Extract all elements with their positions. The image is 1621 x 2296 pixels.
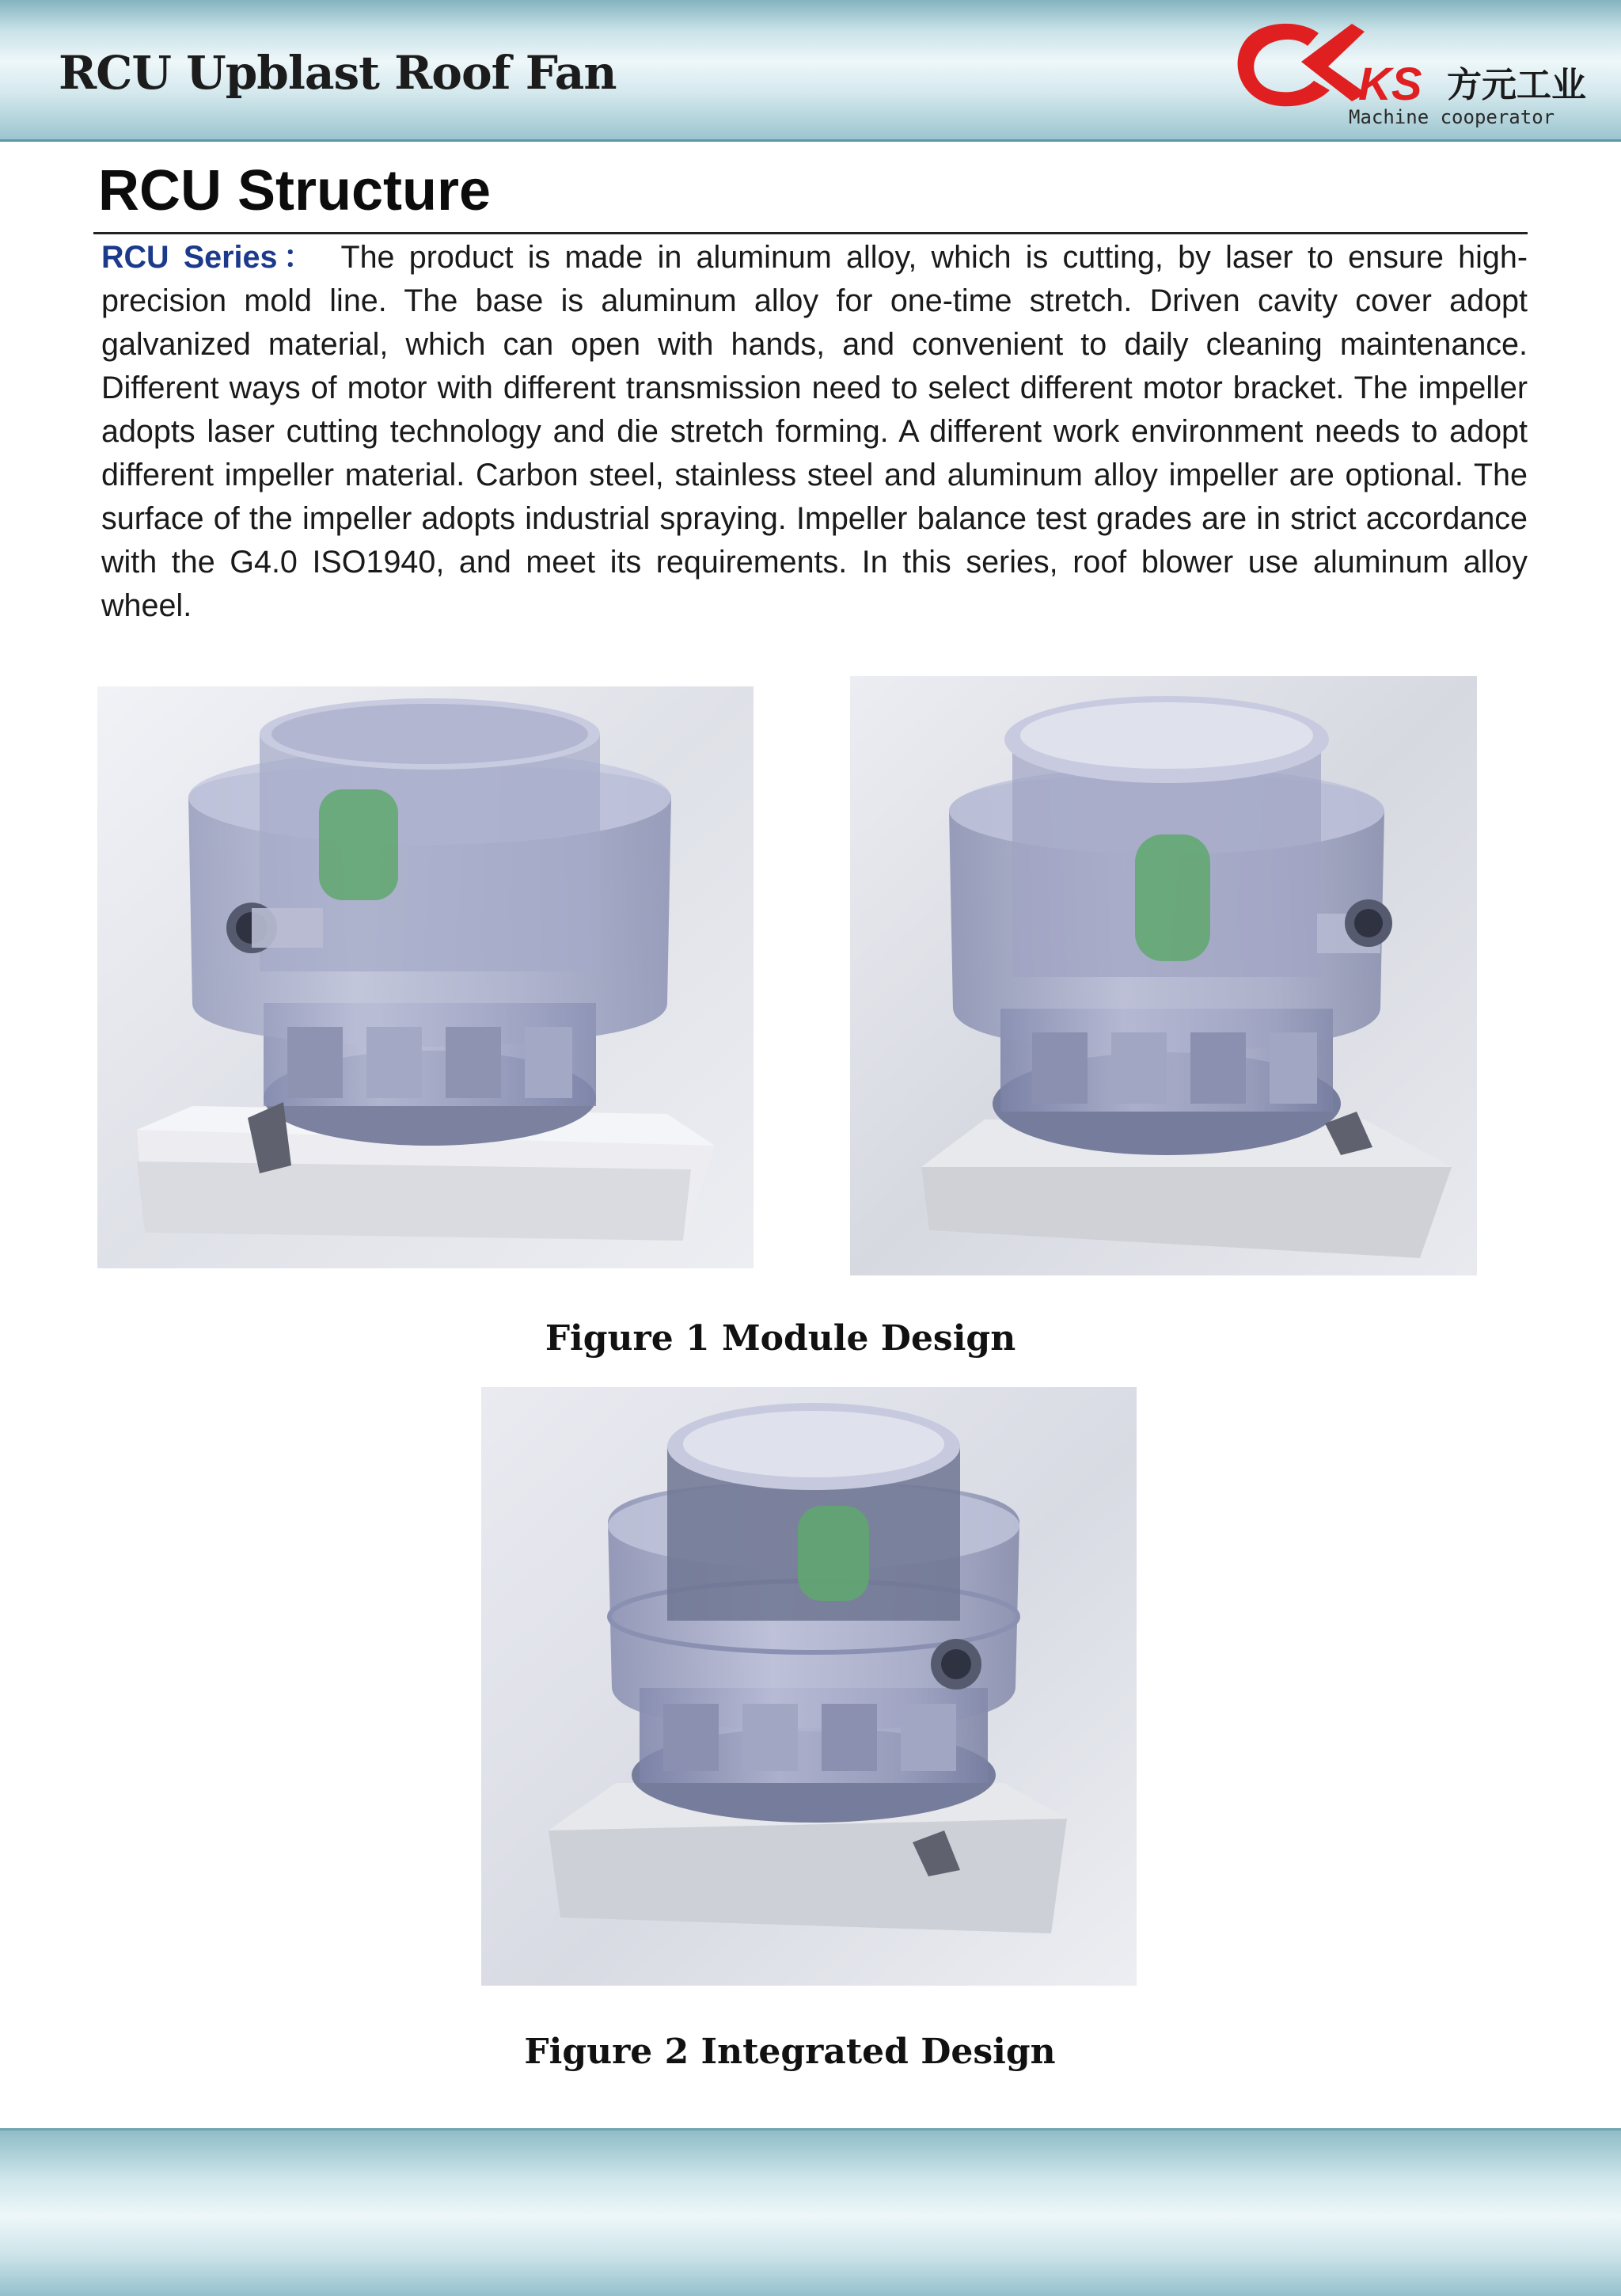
fan-render-integrated	[481, 1387, 1137, 1986]
section-divider	[93, 232, 1528, 234]
svg-text:方元工业: 方元工业	[1447, 65, 1586, 105]
header-band	[0, 0, 1621, 142]
svg-text:KS: KS	[1358, 59, 1422, 110]
series-label: RCU Series：	[101, 240, 321, 275]
document-title: RCU Upblast Roof Fan	[59, 46, 617, 100]
fan-render-module-right	[850, 676, 1477, 1275]
series-description	[101, 236, 1528, 628]
company-logo	[1225, 11, 1589, 135]
footer-band	[0, 2128, 1621, 2296]
section-title: RCU Structure	[98, 159, 492, 222]
figure1-caption: Figure 1 Module Design	[545, 1318, 1016, 1359]
svg-text:Machine cooperator: Machine cooperator	[1349, 106, 1555, 128]
figure2-caption: Figure 2 Integrated Design	[524, 2032, 1056, 2072]
fan-render-module-left	[97, 686, 754, 1268]
series-body-text: The product is made in aluminum alloy, which is cutting, by laser to ensure high-precision mold line. The base is aluminum alloy for one-time stretch. Driven cavity cover adopt galvanized material, which can open with hands, and convenient to daily cleaning maintenance. Different ways of motor with different transmission need to select different motor bracket. The impeller adopts laser cutting technology and die stretch forming. A different work environment needs to adopt different impeller material. Carbon steel, stainless steel and aluminum alloy impeller are optional. The surface of the impeller adopts industrial spraying. Impeller balance test grades are in strict accordance with the G4.0 ISO1940, and meet its requirements. In this series, roof blower use aluminum alloy wheel.	[101, 240, 1528, 623]
